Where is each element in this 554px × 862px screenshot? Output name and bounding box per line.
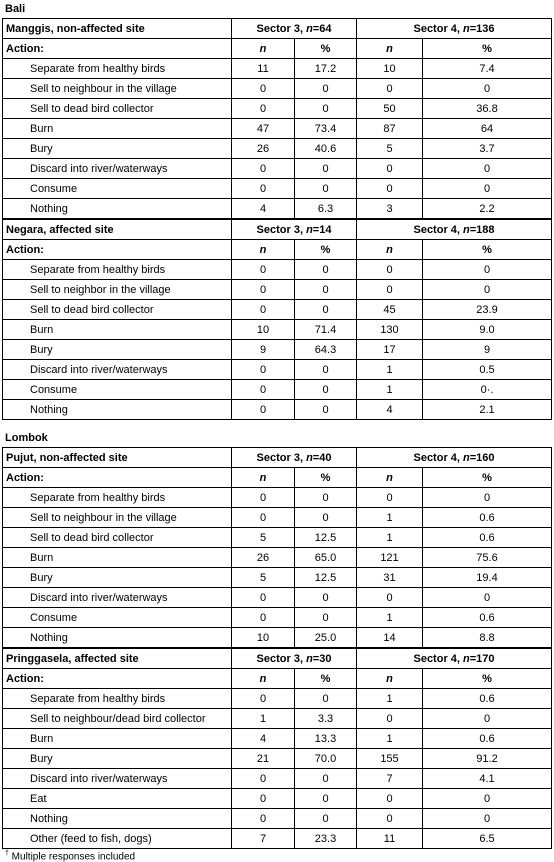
sector-4-header [357,220,552,240]
table-row [3,548,552,568]
sector-n-value: =30 [312,652,332,665]
action-label: Sell to dead bird collector [3,99,232,119]
site-header-row [3,448,552,468]
sector-4-n: 0 [357,709,423,729]
sector-4-n: 50 [357,99,423,119]
table-row [3,568,552,588]
sector-3-pct: 71.4 [295,320,357,340]
action-label: Bury [3,749,232,769]
site-name: Pringgasela, affected site [3,649,232,669]
sector-4-header [357,19,552,39]
action-label: Nothing [3,628,232,648]
sector-4-n: 0 [357,809,423,829]
site-header-row [3,649,552,669]
sector-3-pct: 17.2 [295,59,357,79]
col-pct-header: % [295,669,357,689]
col-n-header: n [357,468,423,488]
sector-3-pct: 0 [295,260,357,280]
table-row [3,829,552,849]
table-row [3,300,552,320]
sector-4-pct: 75.6 [423,548,552,568]
sector-4-pct: 0.5 [423,360,552,380]
table-row [3,809,552,829]
sector-4-pct: 36.8 [423,99,552,119]
col-pct-header: % [295,39,357,59]
sector-3-n: 26 [232,548,295,568]
site-name: Manggis, non-affected site [3,19,232,39]
sector-3-pct: 0 [295,380,357,400]
table-row [3,528,552,548]
sector-label: Sector 3, [256,223,307,236]
sector-3-n: 21 [232,749,295,769]
sector-3-pct: 12.5 [295,528,357,548]
action-header: Action: [3,39,232,59]
action-label: Burn [3,729,232,749]
sector-4-pct: 23.9 [423,300,552,320]
sector-n-value: =170 [469,652,495,665]
table-row [3,749,552,769]
sector-3-header [232,649,357,669]
section-lombok [2,430,552,849]
sector-4-n: 10 [357,59,423,79]
sector-n-value: =160 [469,451,495,464]
col-n-header: n [357,39,423,59]
sector-3-n: 0 [232,300,295,320]
action-header: Action: [3,240,232,260]
sector-4-n: 7 [357,769,423,789]
action-label: Sell to neighbor in the village [3,280,232,300]
action-label: Nothing [3,809,232,829]
column-header-row [3,468,552,488]
column-header-row [3,669,552,689]
action-label: Discard into river/waterways [3,360,232,380]
table-row [3,280,552,300]
sector-4-n: 11 [357,829,423,849]
sector-n-value: =188 [469,223,495,236]
footnote-text: Multiple responses included [8,851,136,862]
sector-4-pct: 0.6 [423,508,552,528]
sector-4-pct: 2.2 [423,199,552,219]
sector-3-n: 0 [232,809,295,829]
sector-label: Sector 3, [256,652,307,665]
action-label: Bury [3,139,232,159]
col-n-header: n [357,240,423,260]
table-row [3,689,552,709]
sector-4-pct: 0·. [423,380,552,400]
table-row [3,199,552,219]
sector-4-pct: 0 [423,179,552,199]
table-row [3,709,552,729]
sector-4-header [357,448,552,468]
action-label: Discard into river/waterways [3,159,232,179]
sector-3-n: 10 [232,320,295,340]
sector-4-n: 0 [357,159,423,179]
sector-3-pct: 0 [295,588,357,608]
sector-n-value: =40 [312,451,332,464]
sector-label: Sector 4, [413,451,464,464]
sector-3-pct: 64.3 [295,340,357,360]
sector-4-n: 0 [357,789,423,809]
action-label: Eat [3,789,232,809]
sector-3-pct: 0 [295,179,357,199]
sector-4-pct: 0.6 [423,729,552,749]
sector-3-pct: 73.4 [295,119,357,139]
action-label: Burn [3,320,232,340]
sector-3-n: 0 [232,588,295,608]
column-header-row [3,39,552,59]
action-label: Burn [3,548,232,568]
table-row [3,260,552,280]
sector-4-pct: 0 [423,588,552,608]
action-label: Bury [3,568,232,588]
table-row [3,400,552,420]
sector-3-n: 0 [232,608,295,628]
sector-3-pct: 0 [295,99,357,119]
footnote-mark: † [5,850,9,857]
sector-label: Sector 4, [413,22,464,35]
sector-4-pct: 3.7 [423,139,552,159]
table-row [3,59,552,79]
sector-3-pct: 0 [295,79,357,99]
sector-4-n: 0 [357,488,423,508]
table-pringgasela [2,648,552,849]
sector-3-pct: 0 [295,809,357,829]
sector-n-symbol: n [463,652,470,665]
sector-n-symbol: n [306,22,313,35]
section-spacer [2,420,552,430]
sector-label: Sector 3, [256,22,307,35]
sector-3-n: 1 [232,709,295,729]
sector-3-pct: 12.5 [295,568,357,588]
sector-4-pct: 0 [423,260,552,280]
table-row [3,789,552,809]
sector-4-pct: 0 [423,280,552,300]
table-row [3,360,552,380]
sector-4-n: 0 [357,179,423,199]
col-pct-header: % [423,669,552,689]
table-row [3,488,552,508]
action-label: Discard into river/waterways [3,588,232,608]
sector-4-pct: 91.2 [423,749,552,769]
col-pct-header: % [423,468,552,488]
table-manggis [2,18,552,219]
sector-4-pct: 6.5 [423,829,552,849]
sector-4-n: 1 [357,689,423,709]
sector-3-pct: 0 [295,488,357,508]
sector-4-n: 1 [357,528,423,548]
sector-3-pct: 40.6 [295,139,357,159]
sector-4-n: 121 [357,548,423,568]
sector-label: Sector 4, [413,223,464,236]
sector-3-pct: 0 [295,789,357,809]
sector-3-n: 9 [232,340,295,360]
sector-4-pct: 0 [423,79,552,99]
sector-3-pct: 0 [295,689,357,709]
action-label: Consume [3,608,232,628]
sector-label: Sector 3, [256,451,307,464]
action-label: Sell to neighbour in the village [3,508,232,528]
sector-3-pct: 25.0 [295,628,357,648]
action-label: Nothing [3,400,232,420]
sector-3-n: 4 [232,729,295,749]
table-row [3,119,552,139]
sector-4-n: 14 [357,628,423,648]
sector-3-n: 26 [232,139,295,159]
action-label: Separate from healthy birds [3,488,232,508]
sector-3-n: 0 [232,159,295,179]
action-label: Sell to neighbour in the village [3,79,232,99]
action-label: Consume [3,380,232,400]
sector-3-n: 5 [232,528,295,548]
sector-4-pct: 0 [423,159,552,179]
action-label: Consume [3,179,232,199]
col-pct-header: % [295,240,357,260]
action-label: Separate from healthy birds [3,260,232,280]
sector-3-n: 5 [232,568,295,588]
sector-n-symbol: n [306,223,313,236]
sector-4-pct: 0.6 [423,689,552,709]
table-row [3,179,552,199]
region-heading: Bali [5,3,26,15]
sector-4-pct: 9.0 [423,320,552,340]
sector-3-n: 0 [232,400,295,420]
table-pujut [2,447,552,648]
sector-4-n: 1 [357,729,423,749]
sector-4-pct: 19.4 [423,568,552,588]
table-row [3,608,552,628]
sector-4-pct: 0 [423,809,552,829]
footnote [2,850,552,862]
sector-n-symbol: n [306,451,313,464]
sector-3-header [232,448,357,468]
sector-4-pct: 9 [423,340,552,360]
sector-4-n: 45 [357,300,423,320]
table-row [3,380,552,400]
sector-4-pct: 7.4 [423,59,552,79]
sector-4-n: 3 [357,199,423,219]
sector-4-pct: 0.6 [423,528,552,548]
sector-3-pct: 23.3 [295,829,357,849]
sector-4-pct: 64 [423,119,552,139]
sector-n-symbol: n [463,22,470,35]
action-label: Bury [3,340,232,360]
sector-3-pct: 13.3 [295,729,357,749]
sector-3-n: 47 [232,119,295,139]
action-label: Burn [3,119,232,139]
site-name: Negara, affected site [3,220,232,240]
col-pct-header: % [295,468,357,488]
sector-4-pct: 8.8 [423,628,552,648]
action-label: Separate from healthy birds [3,59,232,79]
sector-3-n: 0 [232,260,295,280]
sector-4-pct: 0 [423,789,552,809]
sector-3-pct: 0 [295,608,357,628]
sector-3-n: 0 [232,689,295,709]
action-label: Sell to neighbour/dead bird collector [3,709,232,729]
site-header-row [3,19,552,39]
sector-label: Sector 4, [413,652,464,665]
col-n-header: n [232,240,295,260]
sector-4-pct: 0 [423,709,552,729]
sector-3-pct: 6.3 [295,199,357,219]
sector-4-n: 31 [357,568,423,588]
sector-3-n: 0 [232,769,295,789]
sector-3-header [232,220,357,240]
sector-4-n: 4 [357,400,423,420]
action-header: Action: [3,468,232,488]
table-row [3,340,552,360]
sector-3-pct: 0 [295,360,357,380]
col-n-header: n [232,468,295,488]
section-bali [2,1,552,420]
table-row [3,320,552,340]
sector-3-n: 0 [232,99,295,119]
sector-n-symbol: n [463,451,470,464]
sector-4-n: 1 [357,508,423,528]
table-row [3,159,552,179]
sector-3-n: 0 [232,280,295,300]
action-label: Separate from healthy birds [3,689,232,709]
col-pct-header: % [423,240,552,260]
sector-n-value: =136 [469,22,495,35]
sector-4-n: 5 [357,139,423,159]
sector-4-n: 1 [357,380,423,400]
col-n-header: n [357,669,423,689]
sector-4-n: 0 [357,280,423,300]
sector-3-pct: 0 [295,300,357,320]
col-pct-header: % [423,39,552,59]
sector-3-n: 0 [232,179,295,199]
action-label: Nothing [3,199,232,219]
sector-4-n: 0 [357,260,423,280]
sector-3-n: 0 [232,508,295,528]
action-label: Discard into river/waterways [3,769,232,789]
sector-4-n: 130 [357,320,423,340]
sector-4-pct: 2.1 [423,400,552,420]
column-header-row [3,240,552,260]
sector-n-symbol: n [306,652,313,665]
sector-n-symbol: n [463,223,470,236]
action-label: Sell to dead bird collector [3,300,232,320]
sector-4-n: 155 [357,749,423,769]
sector-4-n: 17 [357,340,423,360]
table-row [3,79,552,99]
sector-n-value: =14 [312,223,332,236]
sector-3-n: 7 [232,829,295,849]
col-n-header: n [232,39,295,59]
sector-4-n: 0 [357,588,423,608]
sector-4-pct: 0.6 [423,608,552,628]
region-heading: Lombok [5,432,48,444]
table-row [3,139,552,159]
sector-4-pct: 0 [423,488,552,508]
table-row [3,99,552,119]
sector-3-pct: 0 [295,280,357,300]
sector-3-pct: 0 [295,159,357,179]
sector-3-pct: 0 [295,508,357,528]
sector-3-n: 11 [232,59,295,79]
site-name: Pujut, non-affected site [3,448,232,468]
table-row [3,588,552,608]
sector-3-pct: 70.0 [295,749,357,769]
table-row [3,508,552,528]
sector-4-header [357,649,552,669]
action-label: Other (feed to fish, dogs) [3,829,232,849]
sector-3-n: 4 [232,199,295,219]
action-header: Action: [3,669,232,689]
sector-3-pct: 3.3 [295,709,357,729]
sector-3-n: 0 [232,79,295,99]
sector-4-n: 1 [357,360,423,380]
site-header-row [3,220,552,240]
sector-3-n: 0 [232,789,295,809]
sector-3-n: 0 [232,488,295,508]
table-negara [2,219,552,420]
action-label: Sell to dead bird collector [3,528,232,548]
sector-3-pct: 65.0 [295,548,357,568]
table-row [3,729,552,749]
col-n-header: n [232,669,295,689]
sector-n-value: =64 [312,22,332,35]
sector-3-n: 0 [232,380,295,400]
sector-4-n: 1 [357,608,423,628]
table-row [3,628,552,648]
sector-3-pct: 0 [295,769,357,789]
table-row [3,769,552,789]
sector-4-pct: 4.1 [423,769,552,789]
sector-3-n: 10 [232,628,295,648]
sector-4-n: 0 [357,79,423,99]
sector-3-pct: 0 [295,400,357,420]
sector-4-n: 87 [357,119,423,139]
sector-3-header [232,19,357,39]
sector-3-n: 0 [232,360,295,380]
